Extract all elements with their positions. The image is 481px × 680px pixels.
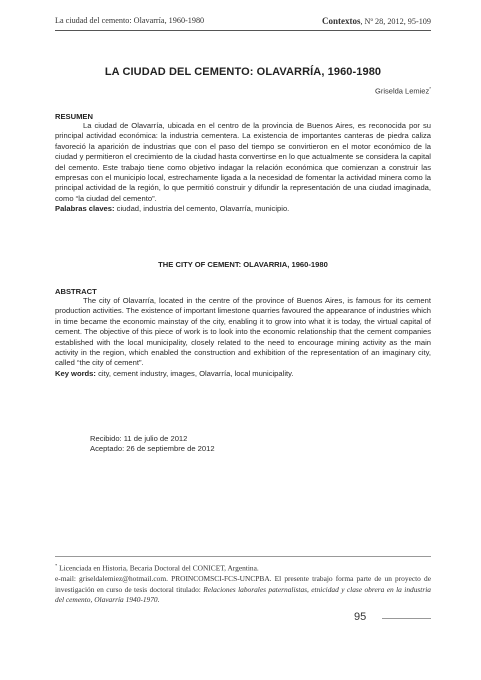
received-date: Recibido: 11 de julio de 2012 <box>90 434 188 443</box>
submission-dates <box>90 434 215 455</box>
page-number-rule <box>382 618 431 619</box>
footnote-rule <box>55 556 431 557</box>
footnotes <box>55 561 431 606</box>
resumen-section <box>55 112 431 215</box>
abstract-keywords-text: city, cement industry, images, Olavarría, local municipality. <box>98 368 294 378</box>
resumen-keywords-text: ciudad, industria del cemento, Olavarría, municipio. <box>116 204 290 214</box>
journal-issue: , Nº 28, 2012, 95-109 <box>360 17 431 26</box>
footnote-1-text: Licenciada en Historia, Becaria Doctoral del CONICET, Argentina. <box>59 563 259 573</box>
resumen-keywords-label: Palabras claves: <box>55 204 115 214</box>
thesis-title: Relaciones laborales paternalistas, etnicidad y clase obrera en la industria del cemento, Olavarría 1940-1970 <box>55 584 431 605</box>
resumen-heading: RESUMEN <box>55 112 93 121</box>
article-title: LA CIUDAD DEL CEMENTO: OLAVARRÍA, 1960-1980 <box>104 66 382 78</box>
resumen-keywords <box>55 204 431 214</box>
author-footnote-mark: * <box>429 86 431 91</box>
footnote-2-end: . <box>157 595 160 605</box>
journal-brand: Contextos <box>321 16 361 26</box>
footnote-1 <box>55 561 431 574</box>
header-journal-info <box>322 16 431 26</box>
page-number: 95 <box>354 611 367 623</box>
author-text: Griselda Lemiez <box>375 86 430 96</box>
footnote-2 <box>55 574 431 606</box>
author-name <box>375 86 431 96</box>
header-rule <box>55 30 431 31</box>
abstract-heading: ABSTRACT <box>55 287 97 296</box>
header-article-title: La ciudad del cemento: Olavarría, 1960-1980 <box>55 16 205 25</box>
accepted-date: Aceptado: 26 de septiembre de 2012 <box>90 444 215 454</box>
footnote-mark: * <box>55 563 58 568</box>
abstract-body: The city of Olavarría, located in the centre of the province of Buenos Aires, is famous for its cement production activities. The existence of important limestone quarries favoured the appearance of industries which in time became the economic mainstay of the city, enabling it to grow into what it is today, the virtual capital of cement. The objective of this piece of work is to look into the economic relationship that the cement companies established with the local municipality, closely related to the need to encourage mining activity as the main activity in the region, which enabled the construction and exhibition of the representation of an imaginary city, called “the city of cement”. <box>55 296 431 368</box>
abstract-section <box>55 287 431 379</box>
running-header <box>55 16 431 30</box>
english-title: THE CITY OF CEMENT: OLAVARRIA, 1960-1980 <box>158 260 328 269</box>
abstract-keywords-label: Key words: <box>55 368 96 378</box>
resumen-body: La ciudad de Olavarría, ubicada en el centro de la provincia de Buenos Aires, es reconocida por su principal actividad económica: la industria cementera. La existencia de importantes canteras de piedra caliza favoreció la aparición de industrias que con el paso del tiempo se convirtieron en el motor económico de la ciudad y permitieron el crecimiento de la ciudad hasta convertirse en lo que actualmente se considera la capital del cemento. Este trabajo tiene como objetivo indagar la relación económica que comienzan a construir las empresas con el municipio local, estrechamente ligada a la necesidad de fomentar la actividad minera como la principal actividad de la región, lo que permitió construir y difundir la representación de una ciudad imaginada, como “la ciudad del cemento”. <box>55 121 431 203</box>
abstract-keywords <box>55 369 431 379</box>
footnote-2-text: e-mail: griseldalemiez@hotmail.com. PROINCOMSCI-FCS-UNCPBA. El presente trabajo forma parte de un proyecto de investigación en curso de tesis doctoral titulado: <box>55 574 431 594</box>
